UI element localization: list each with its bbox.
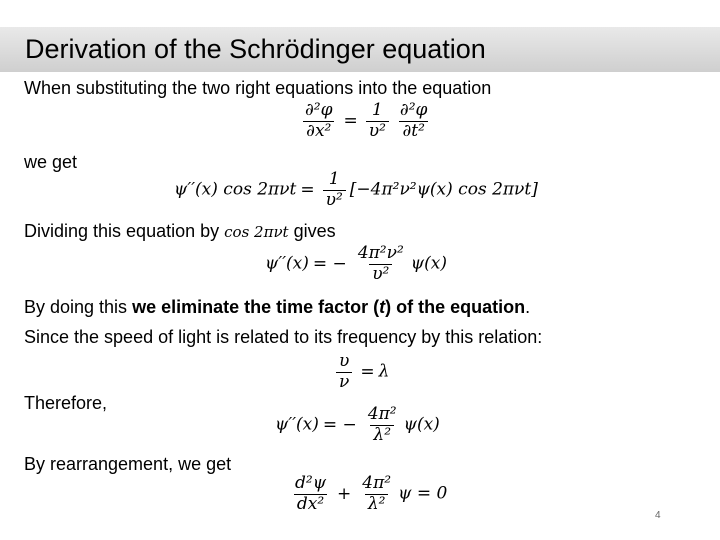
dividing-text-a: Dividing this equation by <box>24 221 220 241</box>
text-line-dividing <box>24 221 336 242</box>
slide-title: Derivation of the Schrödinger equation <box>25 34 486 64</box>
eliminate-text-bold-b: ) of the equation <box>385 297 526 317</box>
eq5-equals: = − <box>322 414 357 435</box>
eq6-frac1-num: d²ψ <box>295 473 327 493</box>
eq6-plus: + <box>337 483 352 504</box>
eq2-rhs: [−4π²ν²ψ(x) cos 2πνt] <box>349 179 538 200</box>
eq4-rhs: λ <box>378 361 390 382</box>
eliminate-text-bold-a: we eliminate the time factor ( <box>132 297 380 317</box>
eq1-equals: = <box>343 110 358 131</box>
eq4-frac-den: ν <box>336 372 352 393</box>
eq6-frac2-den: λ² <box>365 494 389 515</box>
eq6-fraction-1 <box>292 474 329 514</box>
eq3-fraction <box>355 244 407 284</box>
equation-lambda <box>275 405 440 445</box>
text-line-therefore: Therefore, <box>24 393 108 413</box>
eq6-rhs: ψ = 0 <box>398 483 448 504</box>
equation-wavelength <box>332 352 389 392</box>
equation-divided <box>265 244 447 284</box>
equation-wave <box>298 101 434 141</box>
eq1-rhs2-fraction <box>397 101 431 141</box>
page-number: 4 <box>655 510 661 521</box>
eq2-fraction <box>323 170 346 210</box>
eq1-lhs-den: ∂x² <box>303 121 334 142</box>
eq1-rhs2-num: ∂²φ <box>399 100 428 120</box>
eq1-rhs1-num: 1 <box>371 100 383 120</box>
eq6-fraction-2 <box>359 474 394 514</box>
eq3-frac-den: υ² <box>369 264 392 285</box>
dividing-inline-math: cos 2πνt <box>224 223 289 241</box>
eq5-lhs: ψ′′(x) <box>275 414 319 435</box>
eq2-frac-num: 1 <box>328 169 340 189</box>
eq5-fraction <box>365 405 400 445</box>
eq2-equals: = <box>300 179 315 200</box>
text-line-speed-of-light: Since the speed of light is related to its frequency by this relation: <box>24 327 543 347</box>
eq5-rhs: ψ(x) <box>403 414 440 435</box>
equation-schrodinger <box>288 474 447 514</box>
eq6-frac1-den: dx² <box>294 494 327 515</box>
eliminate-text-period: . <box>525 297 531 317</box>
eq4-fraction <box>336 352 352 392</box>
eq5-frac-den: λ² <box>370 425 394 446</box>
eliminate-text-t: t <box>379 297 386 317</box>
equation-substituted <box>174 170 538 210</box>
text-line-we-get: we get <box>24 152 78 172</box>
eq4-frac-num: υ <box>339 351 350 371</box>
eq5-frac-num: 4π² <box>367 404 397 424</box>
eliminate-text-a: By doing this <box>24 297 133 317</box>
text-line-substituting: When substituting the two right equations into the equation <box>24 78 492 98</box>
eq1-lhs-fraction <box>302 101 336 141</box>
eq3-lhs: ψ′′(x) <box>265 253 309 274</box>
eq3-frac-num: 4π²ν² <box>357 243 404 263</box>
eq3-equals: = − <box>312 253 347 274</box>
eq1-lhs-num: ∂²φ <box>305 100 333 120</box>
text-line-eliminate <box>24 297 530 318</box>
text-line-rearrangement: By rearrangement, we get <box>24 454 232 474</box>
eq6-frac2-num: 4π² <box>362 473 392 493</box>
eq1-rhs2-den: ∂t² <box>399 121 427 142</box>
eq2-frac-den: υ² <box>323 190 346 211</box>
eq4-equals: = <box>360 361 375 382</box>
eq1-rhs1-den: υ² <box>366 121 389 142</box>
eq2-lhs: ψ′′(x) cos 2πνt <box>174 179 297 200</box>
eq3-rhs: ψ(x) <box>410 253 447 274</box>
eq1-rhs1-fraction <box>366 101 389 141</box>
dividing-text-b: gives <box>293 221 336 241</box>
